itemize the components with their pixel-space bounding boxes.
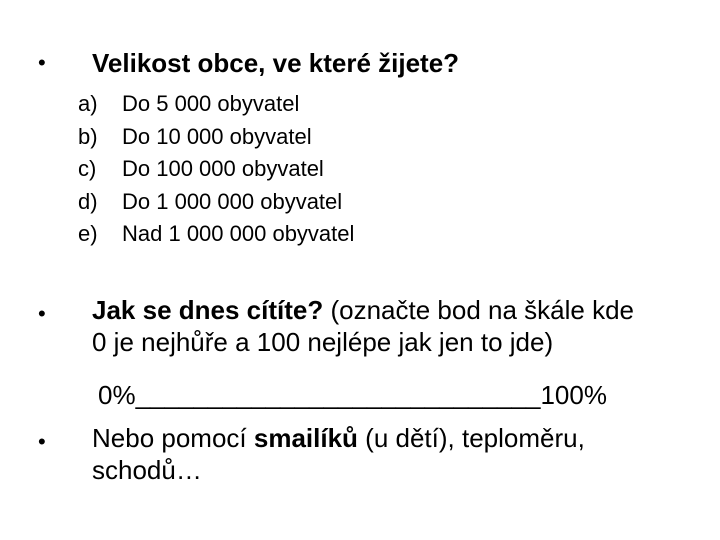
question-1-options bbox=[78, 88, 354, 251]
question-2-line-1 bbox=[92, 294, 634, 326]
option-letter: c) bbox=[78, 156, 97, 182]
bullet-2: • bbox=[38, 301, 46, 326]
question-3-bold: smailíků bbox=[253, 423, 358, 453]
question-1-title: Velikost obce, ve které žijete? bbox=[92, 48, 460, 78]
option-text: Nad 1 000 000 obyvatel bbox=[122, 221, 355, 247]
option-text: Do 5 000 obyvatel bbox=[122, 91, 300, 117]
question-2-title-rest: (označte bod na škále kde bbox=[323, 295, 634, 325]
rating-scale: 0%____________________________100% bbox=[98, 380, 607, 410]
question-3-line-1 bbox=[92, 422, 585, 454]
question-3-suffix: (u dětí), teploměru, bbox=[357, 423, 585, 453]
option-letter: d) bbox=[78, 188, 98, 214]
option-text: Do 100 000 obyvatel bbox=[122, 156, 324, 182]
option-d bbox=[78, 186, 354, 219]
option-text: Do 1 000 000 obyvatel bbox=[122, 188, 343, 214]
question-2-line-2: 0 je nejhůře a 100 nejlépe jak jen to jde) bbox=[92, 327, 554, 357]
option-e bbox=[78, 218, 354, 251]
question-2-text bbox=[92, 294, 634, 358]
option-letter: a) bbox=[78, 91, 98, 117]
bullet-3: • bbox=[38, 429, 46, 454]
question-3-text bbox=[92, 422, 585, 486]
option-letter: b) bbox=[78, 123, 98, 149]
option-letter: e) bbox=[78, 221, 98, 247]
question-3-prefix: Nebo pomocí bbox=[92, 423, 254, 453]
option-b bbox=[78, 121, 354, 154]
option-a bbox=[78, 88, 354, 121]
option-c bbox=[78, 153, 354, 186]
bullet-1: • bbox=[38, 50, 46, 75]
question-3-line-2: schodů… bbox=[92, 455, 202, 485]
question-2-title: Jak se dnes cítíte? bbox=[92, 295, 324, 325]
option-text: Do 10 000 obyvatel bbox=[122, 123, 312, 149]
